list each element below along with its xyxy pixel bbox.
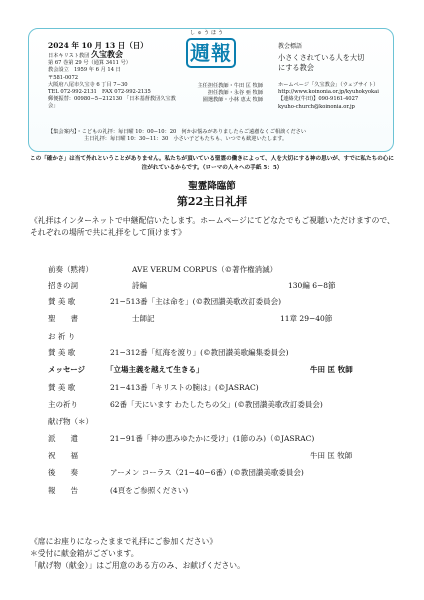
church-motto: 小さくされている人を大切にする教会	[278, 53, 365, 72]
church-name: 久宝教会	[91, 49, 124, 59]
liturgical-season: 聖霊降臨節	[188, 181, 236, 192]
pastor-main: 主任担任教師・牛田 匡 牧師	[197, 83, 263, 89]
pastor-assoc: 担任教師・永谷 亜 牧師	[207, 90, 263, 97]
tel-fax: TEL 072-992-2131 FAX 072-992-2135	[48, 89, 151, 96]
web-label: ホームページ「久宝教会」（ウェブサイト）	[278, 82, 379, 88]
issue-number: 第 67 巻第 29 号（通算 3411 号）	[48, 60, 131, 67]
web-info	[278, 82, 390, 111]
bulletin-title: 週報	[186, 38, 236, 68]
offering-box-notice: ＊受付に献金箱がございます。	[30, 549, 139, 558]
pastor-list	[153, 83, 263, 105]
denomination: 日本キリスト教団	[48, 53, 90, 59]
website-link[interactable]: http://www.koinonia.or.jp/kyuhokyokai	[278, 89, 379, 96]
address: 大阪府八尾市久宝寺 6 丁目 7−30	[48, 81, 128, 88]
note-children-service: 【集会案内】・こどもの礼拝：毎日曜 10：00−10：20 何かお悩みがありましたらご遠慮なくご相談ください	[48, 129, 307, 135]
pastor-kindergarten: 園選教師・小林 恵太 牧師	[202, 97, 263, 104]
motto-label: 教会標語	[278, 43, 303, 50]
issue-date: 2024 年 10 月 13 日（日）	[48, 41, 148, 50]
meeting-notes	[48, 129, 388, 143]
footer-notes	[30, 536, 396, 572]
email-link[interactable]: kyuho-church@koinonia.or.jp	[278, 103, 355, 110]
founded: 教会設立 1959 年 6 月 14 日	[48, 67, 121, 74]
scripture-quote: この「確かさ」は当て外れということがありません。私たちが頂いている聖霊の働きによって、人を大切にする神の思いが、すでに私たちの心に注がれているからです。（ローマの人々への手紙 5：5）	[30, 156, 394, 171]
service-title: 第22主日礼拝	[176, 195, 248, 208]
streaming-notice: 《礼拝はインターネットで中継配信いたします。ホームページにてどなたでもご視聴いただけますので、それぞれの場所で共に礼拝をして頂けます》	[30, 216, 395, 237]
contact-phone: 【連絡先(牛田)】090-9161-4027	[278, 96, 359, 103]
title-ruby: しゅうほう	[190, 30, 226, 36]
note-main-service: 主日礼拝：毎日曜 10：30−11：30 小さい子どもたちも、いつでも歓迎いたします。	[84, 136, 288, 143]
seated-notice: 《席にお座りになったままで礼拝にご参加ください》	[30, 537, 218, 546]
postal-transfer: 郵便振替：00980−5−212130 「日本基督教団久宝教会」	[48, 96, 176, 110]
offering-notice: 「献げ物（献金）」はご用意のある方のみ、お献げください。	[30, 561, 245, 570]
postal-code: 〒581-0072	[48, 74, 79, 81]
